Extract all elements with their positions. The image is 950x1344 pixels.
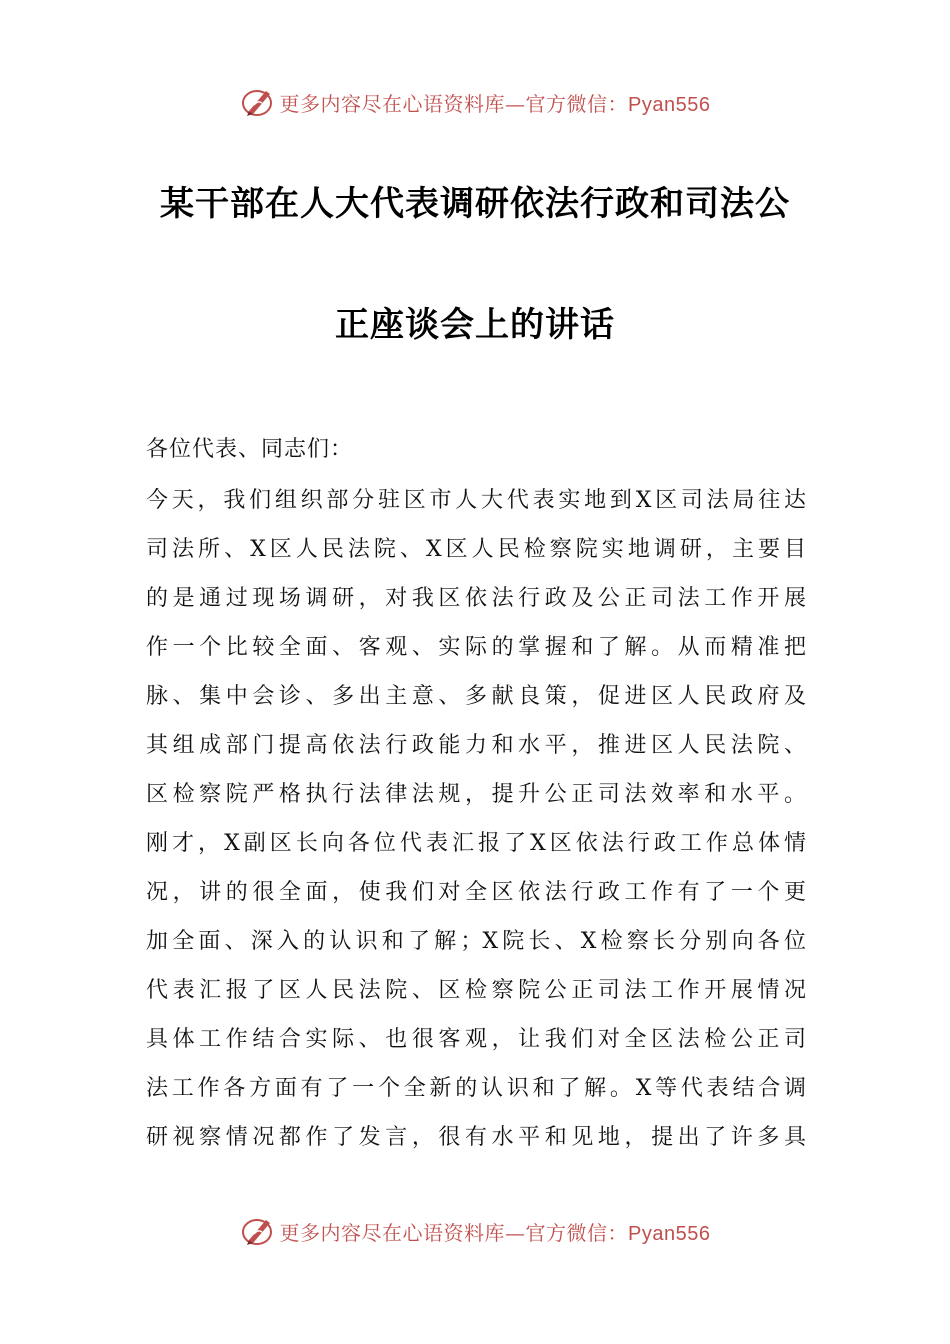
body-line: 区检察院严格执行法律法规，提升公正司法效率和水平。 bbox=[146, 782, 806, 807]
pen-logo-icon bbox=[240, 1214, 276, 1248]
body-line: 刚才，X副区长向各位代表汇报了X区依法行政工作总体情 bbox=[146, 831, 806, 856]
body-line: 加全面、深入的认识和了解；X院长、X检察长分别向各位 bbox=[146, 929, 806, 954]
body-line: 研视察情况都作了发言，很有水平和见地，提出了许多具 bbox=[146, 1125, 806, 1150]
body-line: 法工作各方面有了一个全新的认识和了解。X等代表结合调 bbox=[146, 1076, 806, 1101]
footer-wechat-id: Pyan556 bbox=[628, 1222, 711, 1245]
body-line: 代表汇报了区人民法院、区检察院公正司法工作开展情况 bbox=[146, 978, 806, 1003]
body-line: 作一个比较全面、客观、实际的掌握和了解。从而精准把 bbox=[146, 635, 806, 660]
body-line: 其组成部门提高依法行政能力和水平，推进区人民法院、 bbox=[146, 733, 806, 758]
body-line: 具体工作结合实际、也很客观，让我们对全区法检公正司 bbox=[146, 1027, 806, 1052]
body-line: 今天，我们组织部分驻区市人大代表实地到X区司法局往达 bbox=[146, 488, 806, 513]
footer-banner bbox=[0, 1211, 950, 1251]
header-banner bbox=[0, 82, 950, 122]
document-title-line-1: 某干部在人大代表调研依法行政和司法公 bbox=[160, 184, 790, 224]
body-line: 司法所、X区人民法院、X区人民检察院实地调研，主要目 bbox=[146, 537, 806, 562]
document-title-line-2: 正座谈会上的讲话 bbox=[335, 305, 615, 345]
body-line: 的是通过现场调研，对我区依法行政及公正司法工作开展 bbox=[146, 586, 806, 611]
footer-banner-label: 更多内容尽在心语资料库—官方微信： bbox=[279, 1220, 629, 1245]
body-line: 况，讲的很全面，使我们对全区依法行政工作有了一个更 bbox=[146, 880, 806, 905]
pen-logo-icon bbox=[240, 85, 276, 119]
body-line: 脉、集中会诊、多出主意、多献良策，促进区人民政府及 bbox=[146, 684, 806, 709]
footer-banner-text bbox=[280, 1217, 711, 1246]
header-wechat-id: Pyan556 bbox=[628, 93, 711, 116]
salutation: 各位代表、同志们： bbox=[146, 437, 354, 462]
header-banner-text bbox=[280, 88, 711, 117]
header-banner-label: 更多内容尽在心语资料库—官方微信： bbox=[279, 91, 629, 116]
